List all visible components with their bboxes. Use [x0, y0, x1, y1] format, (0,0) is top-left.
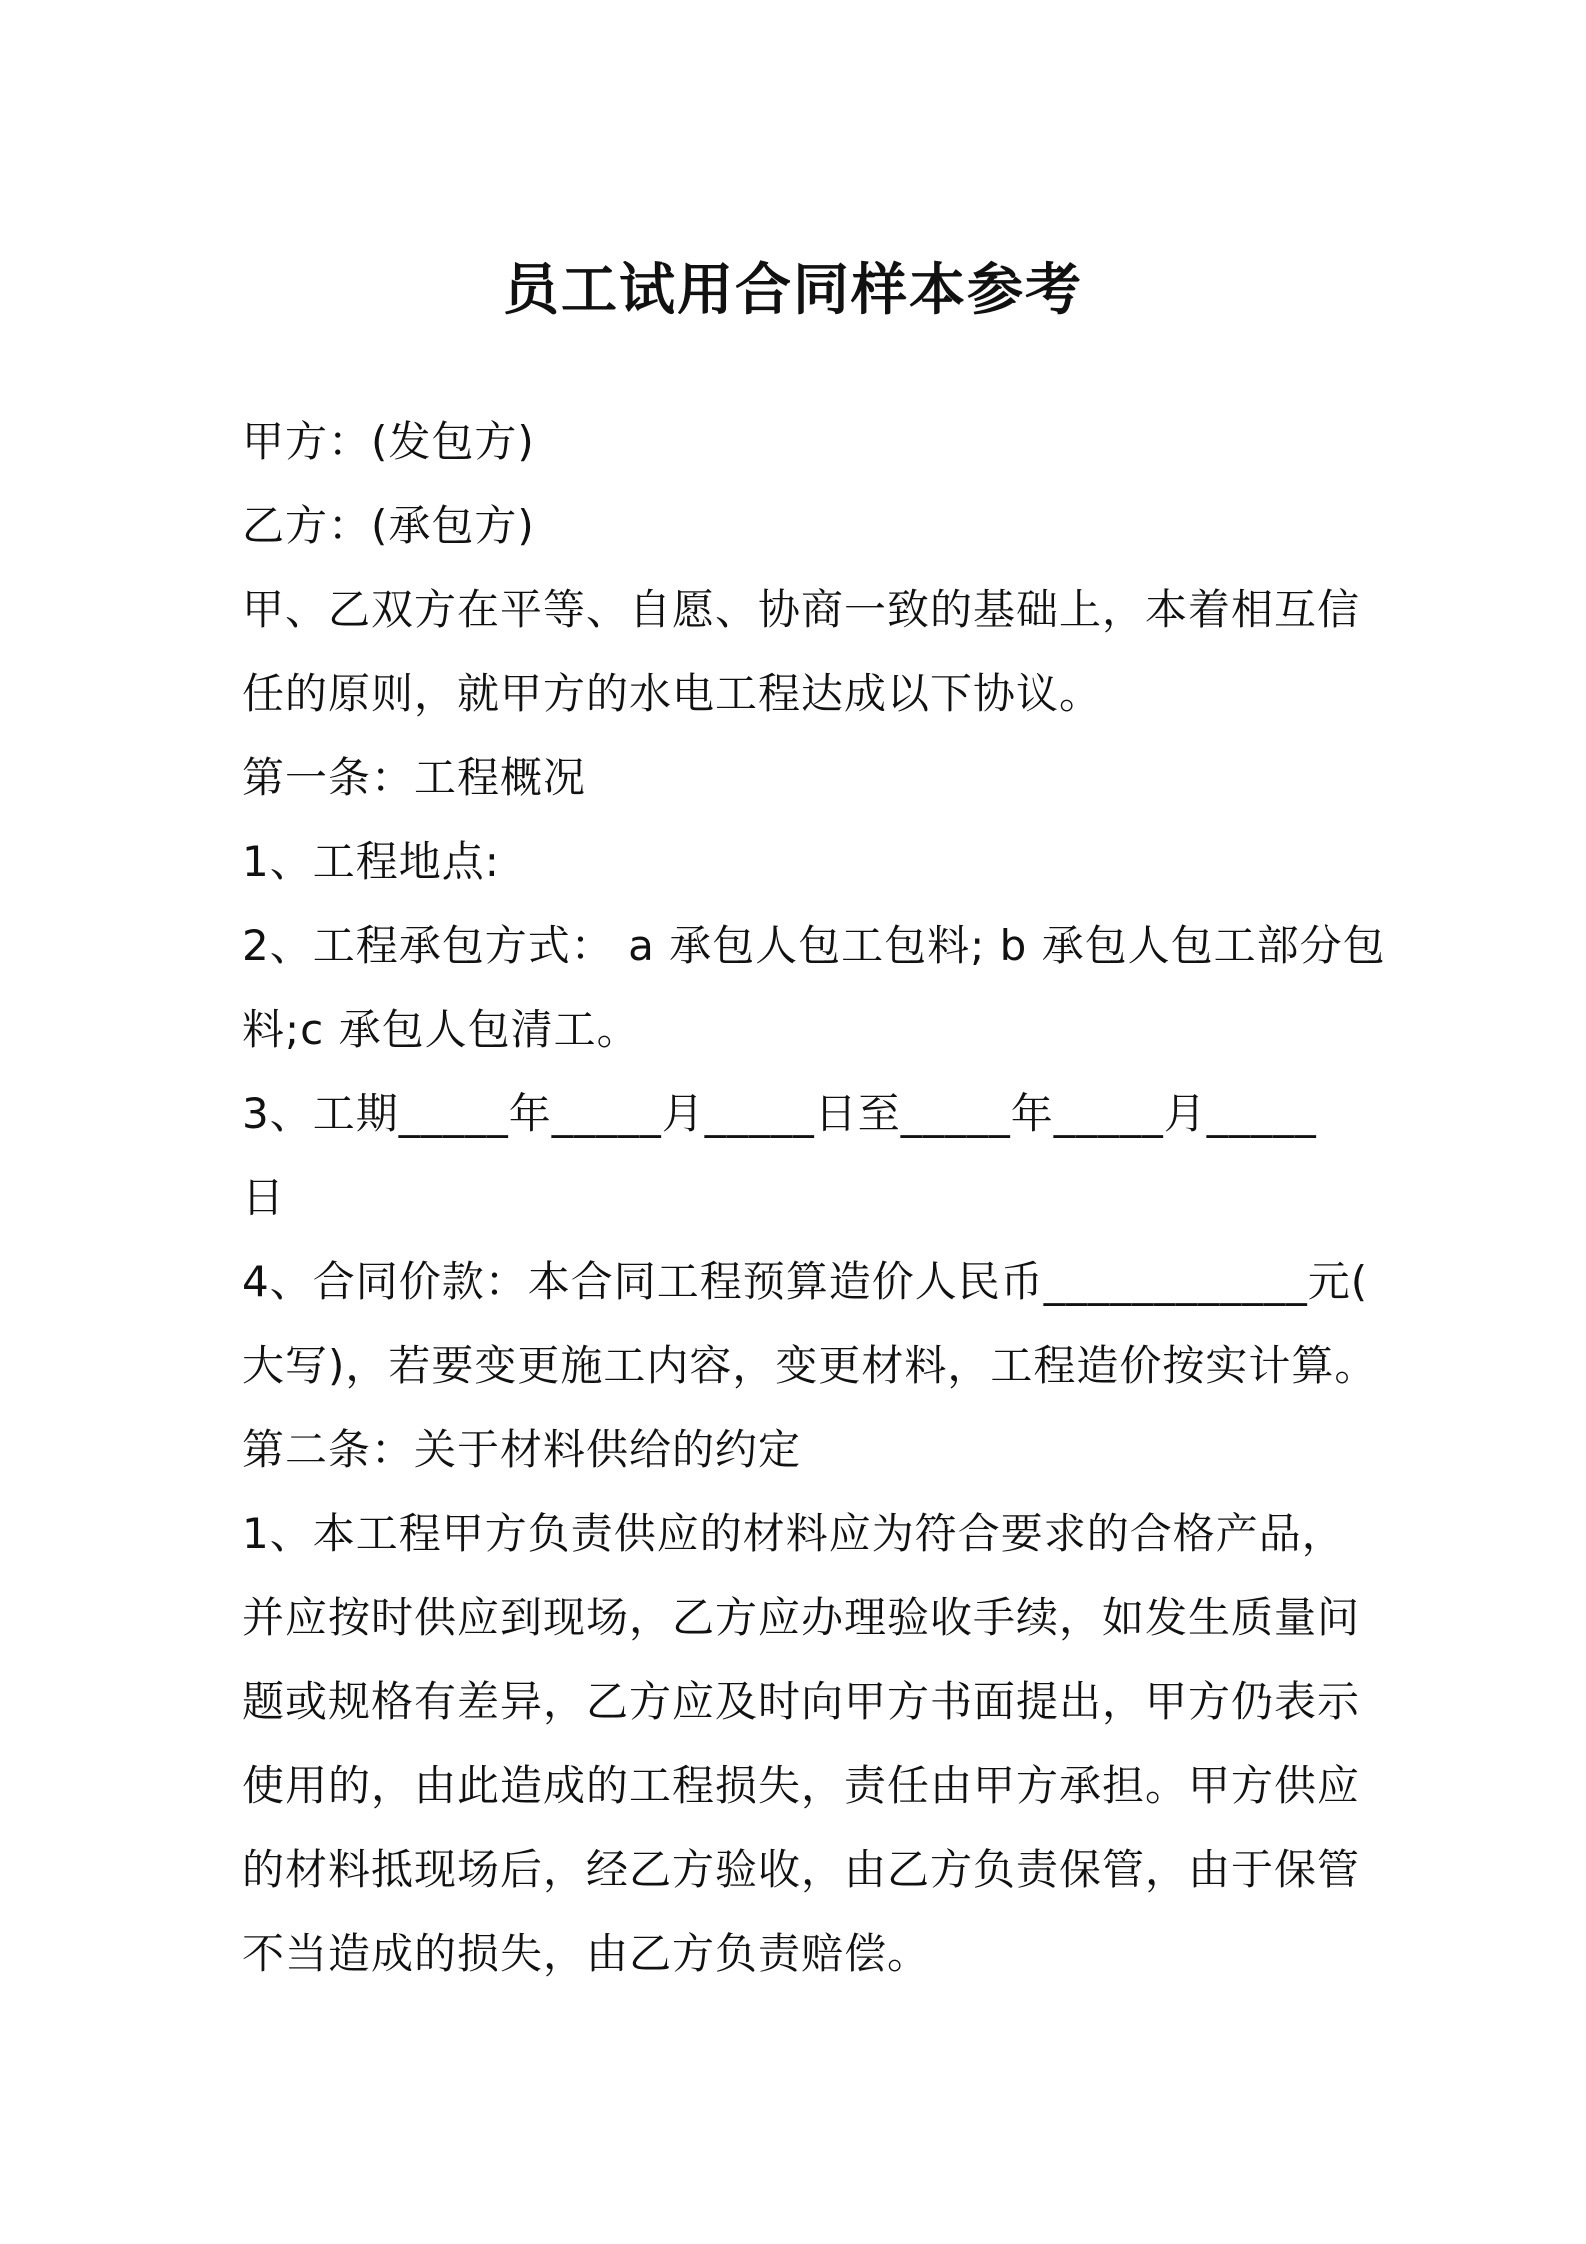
clause-line: 1、本工程甲方负责供应的材料应为符合要求的合格产品， [242, 1509, 1345, 1558]
clause-line: 4、合同价款：本合同工程预算造价人民币____________元( [242, 1257, 1369, 1306]
article-2-heading: 第二条：关于材料供给的约定 [242, 1425, 802, 1474]
clause-line: 3、工期_____年_____月_____日至_____年_____月_____ [242, 1089, 1317, 1138]
clause-line: 2、工程承包方式： a 承包人包工包料; b 承包人包工部分包 [242, 921, 1386, 970]
clause-line: 不当造成的损失，由乙方负责赔偿。 [242, 1929, 931, 1978]
clause-line: 的材料抵现场后，经乙方验收，由乙方负责保管，由于保管 [242, 1845, 1361, 1894]
party-b-line: 乙方：(承包方) [242, 501, 535, 550]
clause-line: 料;c 承包人包清工。 [242, 1005, 640, 1054]
clause-line: 1、工程地点: [242, 837, 500, 886]
clause-line: 使用的，由此造成的工程损失，责任由甲方承担。甲方供应 [242, 1761, 1361, 1810]
preamble-line: 任的原则，就甲方的水电工程达成以下协议。 [242, 669, 1103, 718]
party-a-line: 甲方：(发包方) [242, 417, 535, 466]
document-title: 员工试用合同样本参考 [503, 258, 1083, 323]
clause-line: 日 [242, 1173, 286, 1222]
article-1-heading: 第一条：工程概况 [242, 753, 587, 802]
clause-line: 题或规格有差异，乙方应及时向甲方书面提出，甲方仍表示 [242, 1677, 1361, 1726]
clause-line: 大写)，若要变更施工内容，变更材料，工程造价按实计算。 [242, 1341, 1378, 1390]
clause-line: 并应按时供应到现场，乙方应办理验收手续，如发生质量问 [242, 1593, 1361, 1642]
preamble-line: 甲、乙双方在平等、自愿、协商一致的基础上，本着相互信 [242, 585, 1361, 634]
